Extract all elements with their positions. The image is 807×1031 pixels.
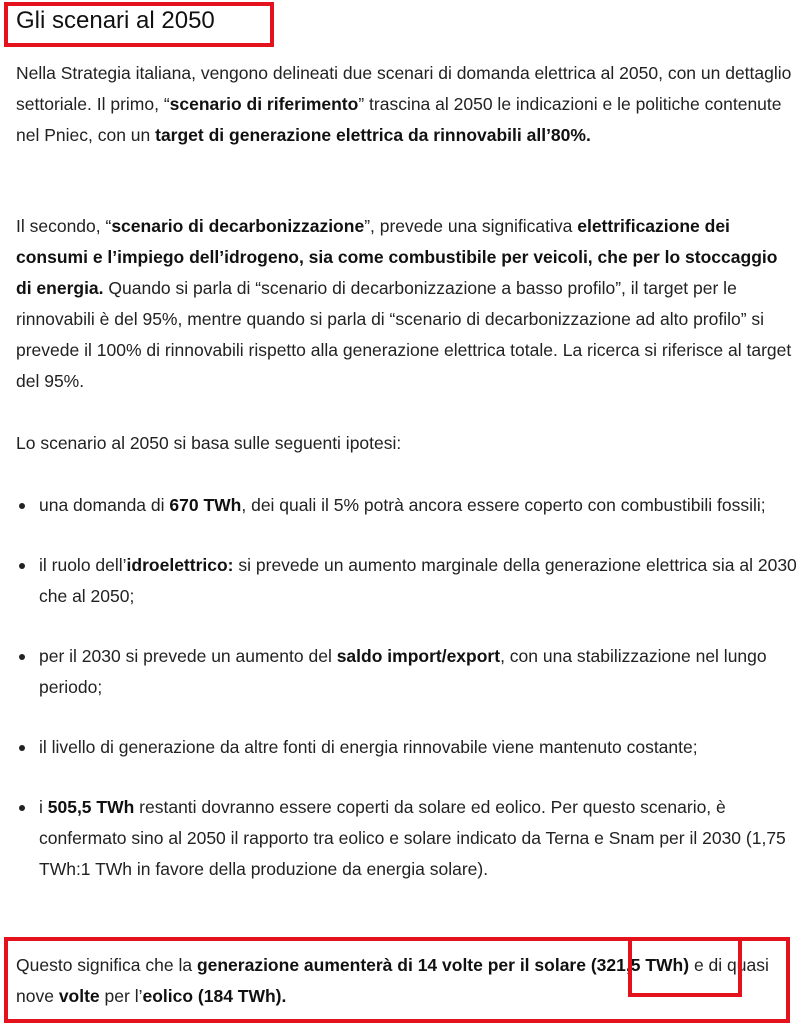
list-item: [16, 490, 801, 521]
b1-text-a: una domanda di: [39, 495, 170, 515]
b5-text-c: restanti dovranno essere coperti da solare ed eolico. Per questo scenario, è confermato sino al 2050 il rapporto tra eolico e solare indicato da Terna e Snam per il 2030 (1,75 TWh:1 TWh in favore della produzione da energia solare).: [39, 797, 786, 879]
paragraph-decarbonization-scenario: [16, 211, 796, 397]
list-item: [16, 641, 801, 703]
p1-bold-target: target di generazione elettrica da rinnovabili all’80%.: [155, 125, 591, 145]
b3-text-c: , con una stabilizzazione nel lungo periodo;: [39, 646, 767, 697]
b2-text-c: si prevede un aumento marginale della generazione elettrica sia al 2030 che al 2050;: [39, 555, 797, 606]
p2-text-c: ”, prevede una significativa: [364, 216, 578, 236]
last-bold-wind: eolico (184 TWh).: [142, 986, 287, 1006]
last-bold-volte: volte: [58, 986, 100, 1006]
solar-value-highlight-box: [628, 937, 742, 997]
last-bold-solar-twh: (321,5 TWh): [590, 955, 690, 975]
paragraph-reference-scenario: [16, 58, 796, 151]
p2-bold-electrification: elettrificazione dei consumi e l’impiego dell’idrogeno, sia come combustibile per veicoli, che per lo stoccaggio di energia.: [16, 216, 778, 298]
last-text-a: Questo significa che la: [16, 955, 197, 975]
last-bold-solar: generazione aumenterà di 14 volte per il solare: [196, 955, 586, 975]
p1-text-c: ” trascina al 2050 le indicazioni e le politiche contenute nel Pniec, con un: [16, 94, 782, 145]
p2-text-a: Il secondo, “: [16, 216, 112, 236]
hypotheses-list: [16, 490, 801, 885]
b2-bold: idroelettrico:: [126, 555, 234, 575]
b5-bold: 505,5 TWh: [47, 797, 135, 817]
paragraph-hypotheses-intro: Lo scenario al 2050 si basa sulle seguenti ipotesi:: [16, 433, 402, 453]
b3-bold: saldo import/export: [336, 646, 501, 666]
p1-bold-reference: scenario di riferimento: [169, 94, 359, 114]
section-title: Gli scenari al 2050: [16, 7, 215, 34]
title-highlight-box: [4, 2, 274, 47]
b1-text-c: , dei quali il 5% potrà ancora essere coperto con combustibili fossili;: [241, 495, 766, 515]
last-text-g: per l’: [99, 986, 143, 1006]
b1-bold: 670 TWh: [169, 495, 242, 515]
b4-text-a: il livello di generazione da altre fonti di energia rinnovabile viene mantenuto costante;: [39, 737, 698, 757]
list-item: [16, 792, 801, 885]
b2-text-a: il ruolo dell’: [39, 555, 127, 575]
p2-text-e: Quando si parla di “scenario di decarbonizzazione a basso profilo”, il target per le rinnovabili è del 95%, mentre quando si parla di “scenario di decarbonizzazione ad alto profilo” si prevede il 100% di rinnovabili rispetto alla generazione elettrica totale. La ricerca si riferisce al target del 95%.: [16, 278, 792, 391]
p2-bold-decarbonization: scenario di decarbonizzazione: [111, 216, 365, 236]
list-item: [16, 732, 801, 763]
b5-text-a: i: [39, 797, 48, 817]
b3-text-a: per il 2030 si prevede un aumento del: [39, 646, 337, 666]
p1-text-a: Nella Strategia italiana, vengono delineati due scenari di domanda elettrica al 2050, con un dettaglio settoriale. Il primo, “: [16, 63, 792, 114]
list-item: [16, 550, 801, 612]
last-text-e: e di quasi nove: [16, 955, 769, 1006]
